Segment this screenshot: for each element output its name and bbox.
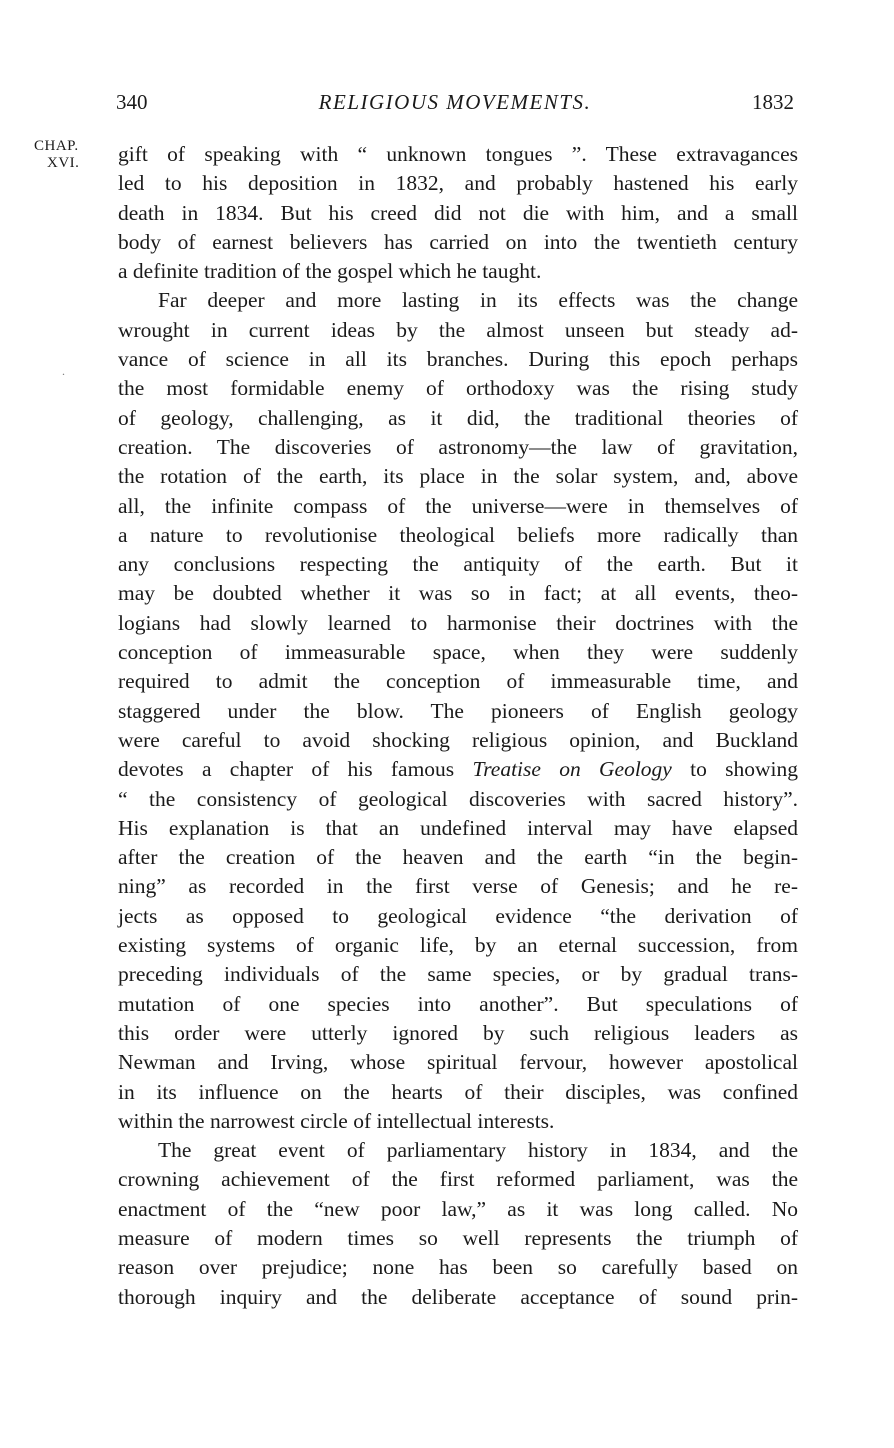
text-line: in its influence on the hearts of their disciples, was confined: [118, 1079, 798, 1104]
chapter-label: CHAP.: [34, 138, 79, 154]
text-line: crowning achievement of the first reformed parliament, was the: [118, 1167, 798, 1192]
body-text: [118, 140, 798, 1312]
text-line: the rotation of the earth, its place in the solar system, and, above: [118, 464, 798, 489]
text-line: were careful to avoid shocking religious opinion, and Buckland: [118, 727, 798, 752]
text-line: preceding individuals of the same species, or by gradual trans-: [118, 962, 798, 987]
text-line: reason over prejudice; none has been so carefully based on: [118, 1255, 798, 1280]
text-line: thorough inquiry and the deliberate acceptance of sound prin-: [118, 1284, 798, 1309]
page-number: 340: [116, 90, 148, 114]
text-line: His explanation is that an undefined interval may have elapsed: [118, 815, 798, 840]
running-header: [116, 86, 794, 118]
text-line: enactment of the “new poor law,” as it was long called. No: [118, 1196, 798, 1221]
text-line-with-title: [118, 755, 798, 784]
chapter-margin-note: [34, 138, 104, 172]
chapter-number: XVI.: [47, 155, 80, 171]
book-title: Treatise on Geology: [472, 757, 672, 782]
text-line: “ the consistency of geological discoveries with sacred history”.: [118, 786, 798, 811]
text-line: death in 1834. But his creed did not die with him, and a small: [118, 200, 798, 225]
text-fragment: to showing: [671, 757, 798, 782]
text-line: required to admit the conception of immeasurable time, and: [118, 669, 798, 694]
text-line: a definite tradition of the gospel which he taught.: [118, 259, 542, 284]
text-line: ning” as recorded in the first verse of Genesis; and he re-: [118, 874, 798, 899]
text-line: conception of immeasurable space, when they were suddenly: [118, 640, 798, 665]
text-line: within the narrowest circle of intellectual interests.: [118, 1108, 555, 1133]
text-line: body of earnest believers has carried on into the twentieth century: [118, 229, 798, 254]
text-line: Newman and Irving, whose spiritual fervour, however apostolical: [118, 1050, 798, 1075]
text-line: gift of speaking with “ unknown tongues ”. These extravagances: [118, 142, 798, 166]
text-line: after the creation of the heaven and the earth “in the begin-: [118, 845, 798, 870]
text-line: a nature to revolutionise theological beliefs more radically than: [118, 522, 798, 547]
text-line: the most formidable enemy of orthodoxy was the rising study: [118, 376, 798, 401]
text-line: wrought in current ideas by the almost unseen but steady ad-: [118, 317, 798, 342]
text-line: mutation of one species into another”. But speculations of: [118, 991, 798, 1016]
text-line: The great event of parliamentary history in 1834, and the: [158, 1138, 798, 1163]
text-line: all, the infinite compass of the universe—were in themselves of: [118, 493, 798, 518]
stray-mark: .: [62, 364, 65, 378]
text-line: led to his deposition in 1832, and probably hastened his early: [118, 171, 798, 196]
header-year: 1832: [752, 90, 794, 114]
running-title: RELIGIOUS MOVEMENTS.: [318, 90, 592, 114]
text-line: of geology, challenging, as it did, the traditional theories of: [118, 405, 798, 430]
text-line: this order were utterly ignored by such religious leaders as: [118, 1020, 798, 1045]
text-line: vance of science in all its branches. During this epoch perhaps: [118, 347, 798, 372]
text-line: any conclusions respecting the antiquity of the earth. But it: [118, 552, 798, 577]
text-line: staggered under the blow. The pioneers of English geology: [118, 698, 798, 723]
text-line: measure of modern times so well represents the triumph of: [118, 1225, 798, 1250]
text-line: existing systems of organic life, by an eternal succession, from: [118, 933, 798, 958]
text-line: may be doubted whether it was so in fact; at all events, theo-: [118, 581, 798, 606]
text-line: jects as opposed to geological evidence “the derivation of: [118, 903, 798, 928]
text-line: Far deeper and more lasting in its effects was the change: [158, 288, 798, 313]
text-fragment: devotes a chapter of his famous: [118, 757, 473, 782]
text-line: creation. The discoveries of astronomy—the law of gravitation,: [118, 434, 798, 459]
text-line: logians had slowly learned to harmonise their doctrines with the: [118, 610, 798, 635]
